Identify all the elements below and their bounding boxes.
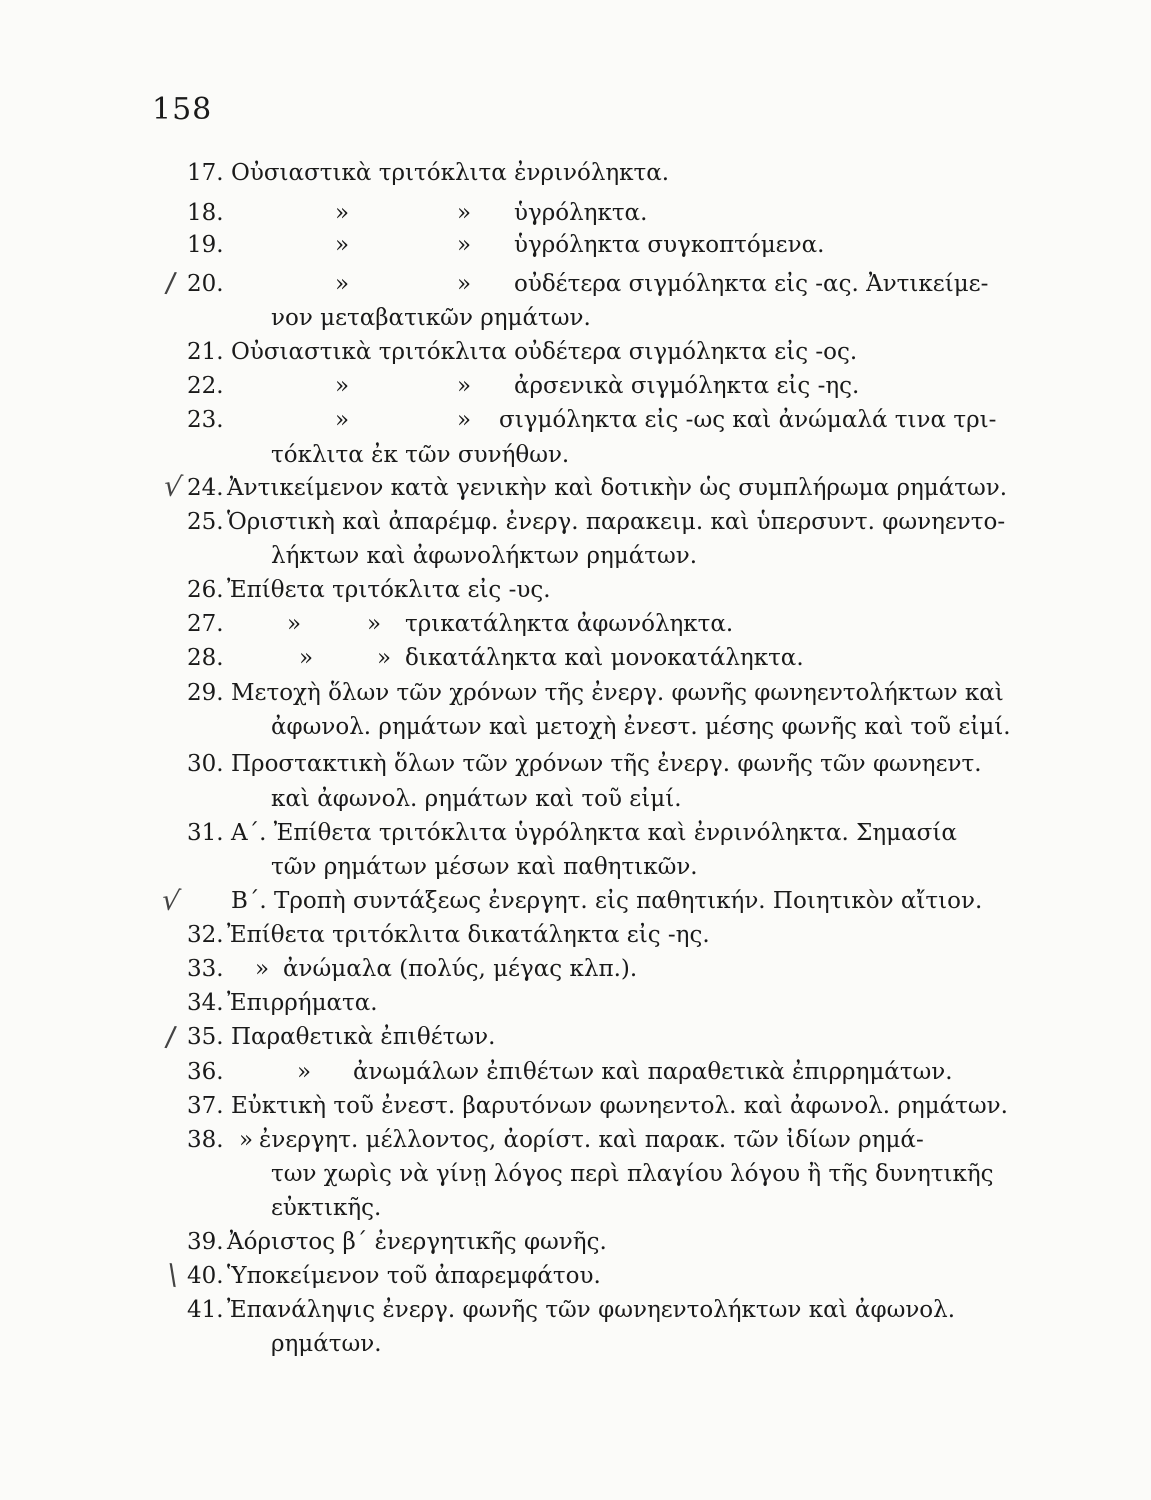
item-continuation: νον μεταβατικῶν ρημάτων.	[271, 305, 591, 331]
item-text: ὑγρόληκτα συγκοπτόμενα.	[514, 232, 825, 258]
ditto-mark: »	[335, 407, 350, 433]
ditto-mark: »	[457, 200, 472, 226]
ditto-mark: »	[299, 645, 314, 671]
ditto-mark: »	[335, 271, 350, 297]
item-text: ἀρσενικὰ σιγμόληκτα εἰς -ης.	[514, 373, 860, 399]
item-text: Οὐσιαστικὰ τριτόκλιτα ἐνρινόληκτα.	[231, 160, 670, 186]
item-number: 34.	[187, 990, 224, 1016]
item-number: 31.	[187, 820, 224, 846]
item-continuation: ἀφωνολ. ρημάτων καὶ μετοχὴ ἐνεστ. μέσης φωνῆς καὶ τοῦ εἰμί.	[271, 714, 1011, 740]
item-text: Ἐπανάληψις ἐνεργ. φωνῆς τῶν φωνηεντολήκτων καὶ ἀφωνολ.	[227, 1297, 956, 1323]
item-number: 21.	[187, 339, 224, 365]
item-text: Προστακτικὴ ὅλων τῶν χρόνων τῆς ἐνεργ. φωνῆς τῶν φωνηεντ.	[231, 751, 982, 777]
item-number: 18.	[187, 200, 224, 226]
ditto-mark: »	[239, 1127, 254, 1153]
ditto-mark: »	[335, 232, 350, 258]
ditto-mark: »	[457, 407, 472, 433]
item-text: Ὁριστικὴ καὶ ἀπαρέμφ. ἐνεργ. παρακειμ. καὶ ὑπερσυντ. φωνηεντο-	[227, 509, 1006, 535]
margin-mark: /	[163, 1019, 178, 1054]
item-number: 23.	[187, 407, 224, 433]
item-text: Εὐκτικὴ τοῦ ἐνεστ. βαρυτόνων φωνηεντολ. καὶ ἀφωνολ. ρημάτων.	[231, 1093, 1008, 1119]
item-number: 36.	[187, 1059, 224, 1085]
item-text: Α΄. Ἐπίθετα τριτόκλιτα ὑγρόληκτα καὶ ἐνρινόληκτα. Σημασία	[231, 820, 957, 846]
item-text: ἐνεργητ. μέλλοντος, ἀορίστ. καὶ παρακ. τῶν ἰδίων ρημά-	[259, 1127, 924, 1153]
item-text: Παραθετικὰ ἐπιθέτων.	[231, 1024, 496, 1050]
item-number: 26.	[187, 577, 224, 603]
item-text: Ἀόριστος β΄ ἐνεργητικῆς φωνῆς.	[227, 1229, 607, 1255]
item-text: ἀνώμαλα (πολύς, μέγας κλπ.).	[283, 956, 638, 982]
item-text: Οὐσιαστικὰ τριτόκλιτα οὐδέτερα σιγμόληκτα εἰς -ος.	[231, 339, 858, 365]
margin-mark: /	[163, 265, 178, 300]
item-number: 29.	[187, 680, 224, 706]
margin-mark: √	[159, 882, 183, 919]
ditto-mark: »	[255, 956, 270, 982]
item-number: 38.	[187, 1127, 224, 1153]
ditto-mark: »	[335, 200, 350, 226]
margin-mark: √	[161, 468, 185, 505]
item-number: 25.	[187, 509, 224, 535]
item-continuation: των χωρὶς νὰ γίνῃ λόγος περὶ πλαγίου λόγου ἢ τῆς δυνητικῆς	[271, 1161, 994, 1187]
ditto-mark: »	[335, 373, 350, 399]
item-number: 27.	[187, 611, 224, 637]
item-number: 28.	[187, 645, 224, 671]
item-text: δικατάληκτα καὶ μονοκατάληκτα.	[405, 645, 804, 671]
item-text: Ἀντικείμενον κατὰ γενικὴν καὶ δοτικὴν ὡς συμπλήρωμα ρημάτων.	[227, 475, 1008, 501]
ditto-mark: »	[377, 645, 392, 671]
item-text: Ὑποκείμενον τοῦ ἀπαρεμφάτου.	[227, 1263, 601, 1289]
item-number: 41.	[187, 1297, 224, 1323]
page-number: 158	[152, 92, 213, 127]
ditto-mark: »	[297, 1059, 312, 1085]
item-text: σιγμόληκτα εἰς -ως καὶ ἀνώμαλά τινα τρι-	[499, 407, 997, 433]
item-number: 22.	[187, 373, 224, 399]
item-continuation: καὶ ἀφωνολ. ρημάτων καὶ τοῦ εἰμί.	[271, 786, 682, 812]
ditto-mark: »	[287, 611, 302, 637]
item-number: 17.	[187, 160, 224, 186]
item-continuation: εὐκτικῆς.	[271, 1195, 382, 1221]
margin-mark: \	[165, 1257, 180, 1292]
item-continuation: ρημάτων.	[271, 1331, 382, 1357]
item-text: Β΄. Τροπὴ συντάξεως ἐνεργητ. εἰς παθητικήν. Ποιητικὸν αἴτιον.	[231, 888, 983, 914]
item-number: 33.	[187, 956, 224, 982]
item-text: ὑγρόληκτα.	[514, 200, 648, 226]
item-text: τρικατάληκτα ἀφωνόληκτα.	[405, 611, 734, 637]
item-number: 30.	[187, 751, 224, 777]
item-text: Ἐπίθετα τριτόκλιτα εἰς -υς.	[227, 577, 551, 603]
ditto-mark: »	[457, 271, 472, 297]
item-number: 39.	[187, 1229, 224, 1255]
item-text: Ἐπίθετα τριτόκλιτα δικατάληκτα εἰς -ης.	[227, 922, 710, 948]
ditto-mark: »	[457, 373, 472, 399]
item-number: 35.	[187, 1024, 224, 1050]
item-number: 20.	[187, 271, 224, 297]
item-continuation: τῶν ρημάτων μέσων καὶ παθητικῶν.	[271, 854, 698, 880]
item-text: Μετοχὴ ὅλων τῶν χρόνων τῆς ἐνεργ. φωνῆς φωνηεντολήκτων καὶ	[231, 680, 1004, 706]
item-continuation: λήκτων καὶ ἀφωνολήκτων ρημάτων.	[271, 543, 698, 569]
item-number: 37.	[187, 1093, 224, 1119]
item-number: 24.	[187, 475, 224, 501]
item-text: ἀνωμάλων ἐπιθέτων καὶ παραθετικὰ ἐπιρρημάτων.	[353, 1059, 953, 1085]
item-text: Ἐπιρρήματα.	[227, 990, 378, 1016]
item-number: 40.	[187, 1263, 224, 1289]
item-continuation: τόκλιτα ἐκ τῶν συνήθων.	[271, 442, 570, 468]
ditto-mark: »	[457, 232, 472, 258]
ditto-mark: »	[367, 611, 382, 637]
item-number: 32.	[187, 922, 224, 948]
item-number: 19.	[187, 232, 224, 258]
item-text: οὐδέτερα σιγμόληκτα εἰς -ας. Ἀντικείμε-	[514, 271, 989, 297]
